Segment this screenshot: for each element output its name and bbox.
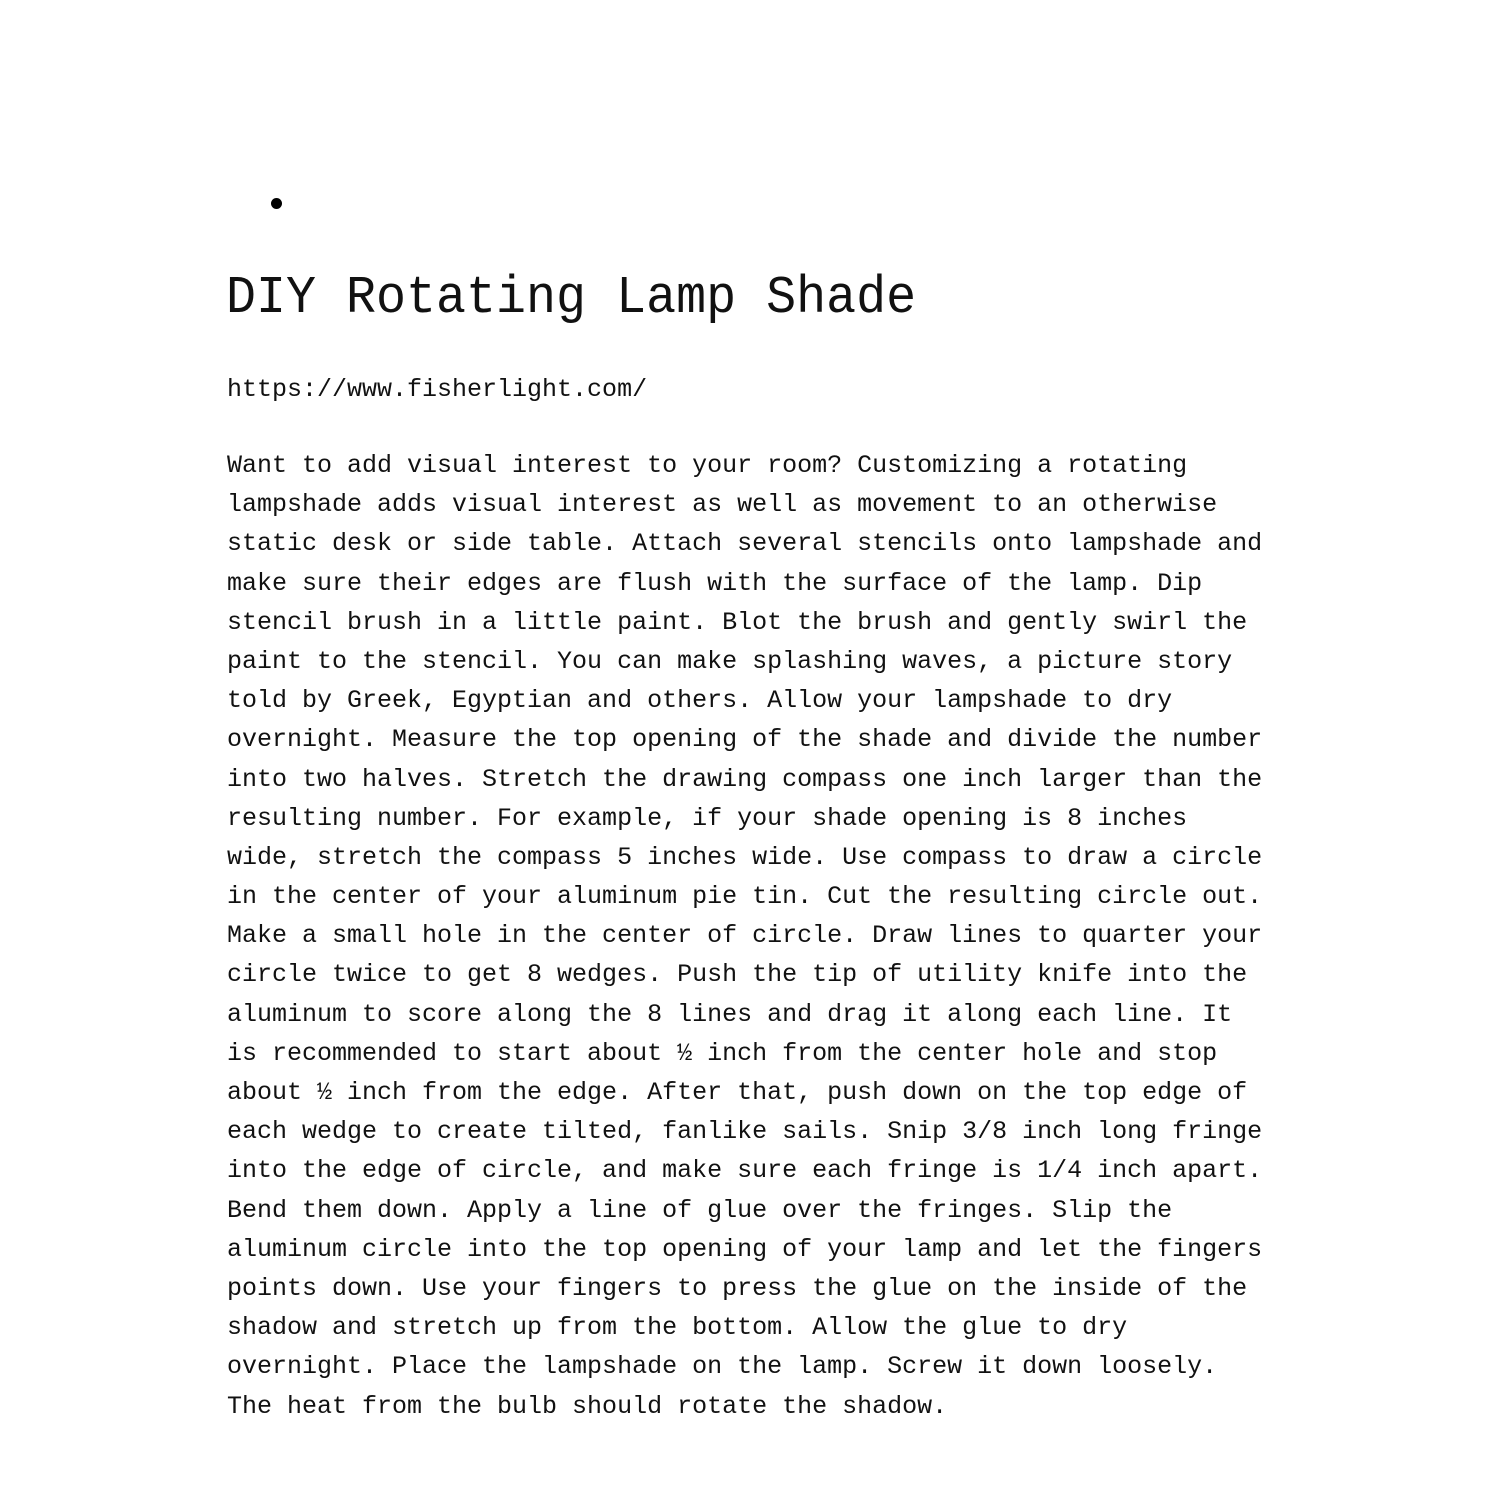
body-line: told by Greek, Egyptian and others. Allow your lampshade to dry [227,686,1173,716]
body-line: lampshade adds visual interest as well as movement to an otherwise [227,490,1218,520]
body-line: into the edge of circle, and make sure each fringe is 1/4 inch apart. [227,1156,1263,1186]
body-line: overnight. Place the lampshade on the lamp. Screw it down loosely. [227,1352,1218,1382]
body-line: wide, stretch the compass 5 inches wide. Use compass to draw a circle [227,842,1263,872]
body-line: make sure their edges are flush with the surface of the lamp. Dip [227,568,1203,598]
body-line: points down. Use your fingers to press the glue on the inside of the [227,1273,1248,1303]
body-line: The heat from the bulb should rotate the shadow. [227,1391,948,1421]
body-line: stencil brush in a little paint. Blot the brush and gently swirl the [227,607,1248,637]
body-line: each wedge to create tilted, fanlike sails. Snip 3/8 inch long fringe [227,1117,1263,1147]
bullet-icon [271,198,282,209]
body-line: aluminum circle into the top opening of your lamp and let the fingers [227,1234,1263,1264]
body-line: aluminum to score along the 8 lines and drag it along each line. It [227,999,1233,1029]
page-title: DIY Rotating Lamp Shade [226,269,917,329]
body-line: shadow and stretch up from the bottom. Allow the glue to dry [227,1313,1128,1343]
body-line: Want to add visual interest to your room? Customizing a rotating [227,451,1188,480]
body-line: Make a small hole in the center of circle. Draw lines to quarter your [227,921,1263,951]
body-line: resulting number. For example, if your shade opening is 8 inches [227,803,1188,833]
body-line: paint to the stencil. You can make splashing waves, a picture story [227,646,1233,676]
body-line: is recommended to start about ½ inch from the center hole and stop [227,1038,1218,1068]
body-line: in the center of your aluminum pie tin. Cut the resulting circle out. [227,882,1263,912]
body-line: overnight. Measure the top opening of the shade and divide the number [227,725,1263,755]
body-line: Bend them down. Apply a line of glue over the fringes. Slip the [227,1195,1173,1225]
body-text [227,446,1262,1426]
body-line: into two halves. Stretch the drawing compass one inch larger than the [227,764,1263,794]
body-line: about ½ inch from the edge. After that, push down on the top edge of [227,1078,1248,1107]
body-line: static desk or side table. Attach several stencils onto lampshade and [227,529,1263,559]
source-url: https://www.fisherlight.com/ [227,375,648,404]
body-line: circle twice to get 8 wedges. Push the tip of utility knife into the [227,960,1248,990]
